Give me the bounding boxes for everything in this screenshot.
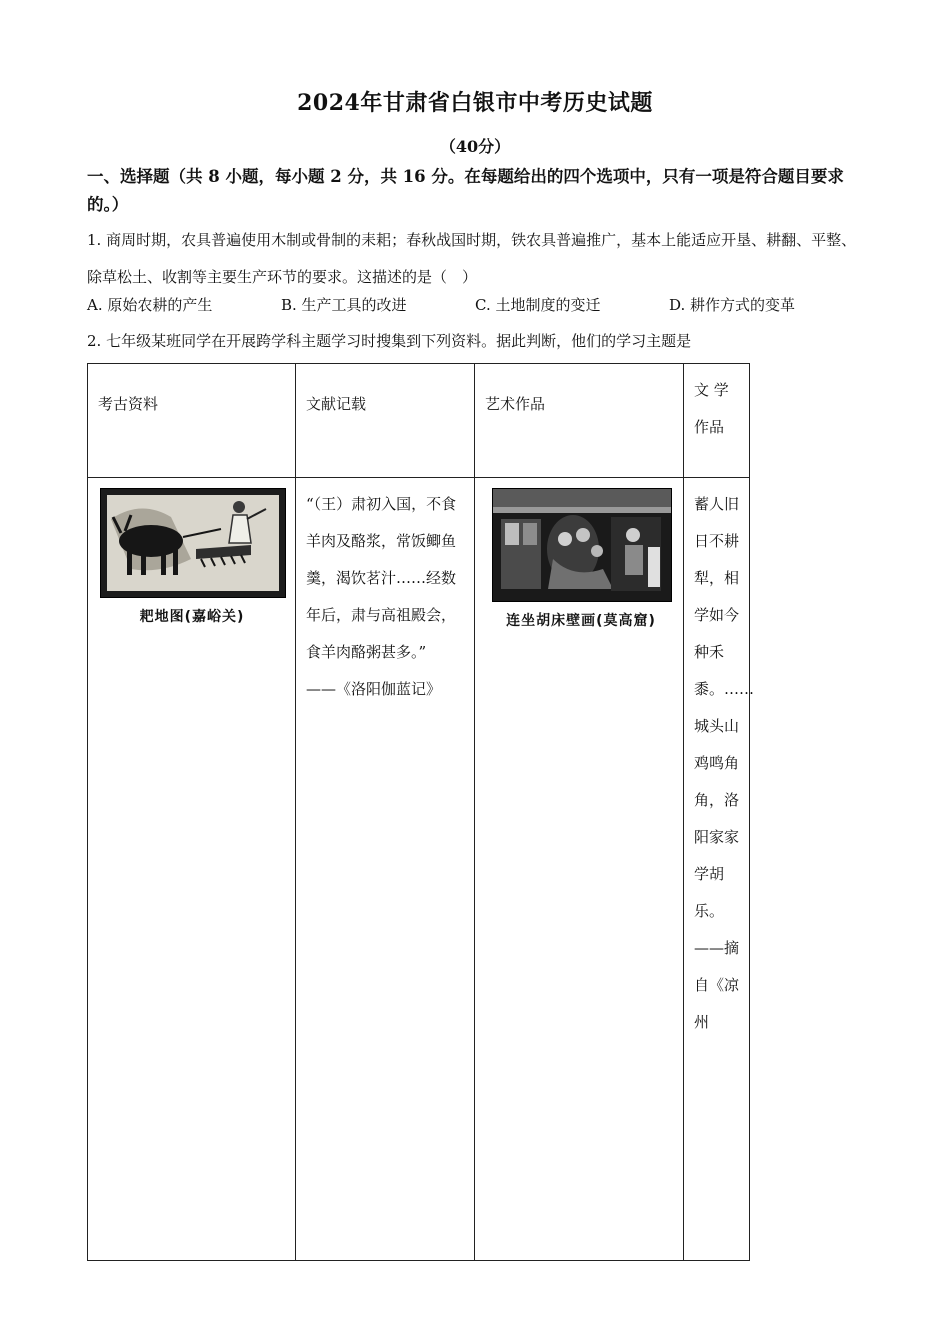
score-note: （40分） [439,137,511,156]
question-1-options [87,294,867,320]
question-1-stem: 1. 商周时期，农具普遍使用木制或骨制的耒耜；春秋战国时期，铁农具普遍推广，基本上能适应开垦、耕翻、平整、除草松土、收割等主要生产环节的要求。这描述的是（ ） [87,231,857,286]
document-cell [296,478,475,1261]
page-title: 2024年甘肃省白银市中考历史试题 [297,90,653,116]
archaeology-caption: 耙地图(嘉峪关) [139,609,245,625]
section-heading: 一、选择题（共 8 小题，每小题 2 分，共 16 分。在每题给出的四个选项中，只有一项是符合题目要求的。） [87,167,844,214]
document-quote: “（王）肃初入国，不食羊肉及酪浆，常饭鲫鱼 羹，渴饮茗汁……经数年后，肃与高祖殿会，食羊肉酪粥甚多。” [306,495,457,661]
option-b: B. 生产工具的改进 [281,296,407,314]
table-body-row [88,478,750,1261]
header-archaeology: 考古资料 [88,364,296,478]
mogao-mural-image [492,488,672,602]
header-literature: 文 学作品 [684,364,750,478]
option-c: C. 土地制度的变迁 [475,296,601,314]
question-2-stem: 2. 七年级某班同学在开展跨学科主题学习时搜集到下列资料。据此判断，他们的学习主题是 [87,332,692,350]
header-documents: 文献记载 [296,364,475,478]
option-d: D. 耕作方式的变革 [669,296,796,314]
source-table [87,363,755,1261]
art-caption: 连坐胡床壁画(莫高窟) [506,613,656,629]
table-header-row [88,364,750,478]
harrowing-mural-image [100,488,286,598]
header-art: 艺术作品 [475,364,684,478]
literature-cell: 蓄人旧日不耕犁，相学如今种禾黍。……城头山鸡鸣角角，洛阳家家学胡乐。——摘自《凉州 [684,478,750,1261]
archaeology-cell [88,478,296,1261]
document-source: ——《洛阳伽蓝记》 [306,680,442,698]
option-a: A. 原始农耕的产生 [87,296,213,314]
art-cell [475,478,684,1261]
